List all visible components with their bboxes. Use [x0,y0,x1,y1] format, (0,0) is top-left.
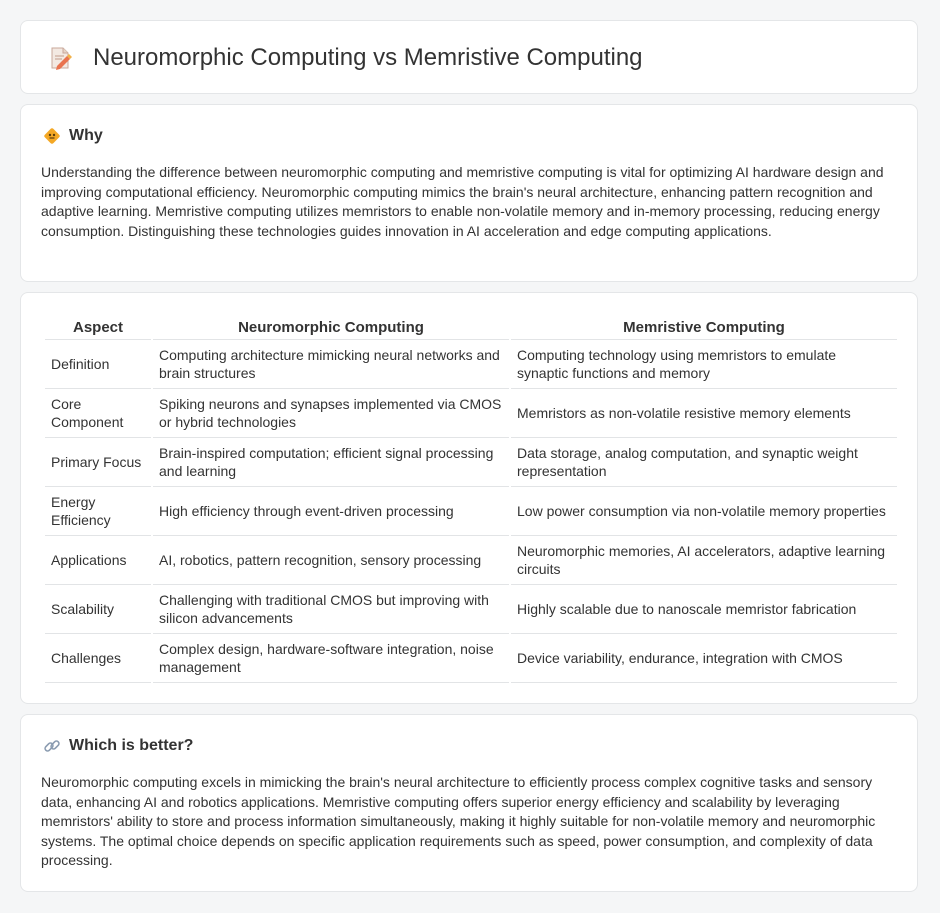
aspect-cell: Primary Focus [45,438,151,487]
neuromorphic-cell: Spiking neurons and synapses implemented via CMOS or hybrid technologies [153,389,509,438]
why-body: Understanding the difference between neuromorphic computing and memristive computing is vital for optimizing AI hardware design and improving computational efficiency. Neuromorphic computing mimics the brain's neural architecture, enhancing pattern recognition and adaptive learning. Memristive computing utilizes memristors to enable non-volatile memory and in-memory processing, reducing energy consumption. Distinguishing these technologies guides innovation in AI acceleration and edge computing applications. [41,164,884,239]
memristive-cell: Data storage, analog computation, and synaptic weight representation [511,438,897,487]
column-header-memristive: Memristive Computing [511,315,897,340]
header-card [20,20,918,94]
why-title: Why [69,127,103,144]
memristive-cell: Low power consumption via non-volatile memory properties [511,487,897,536]
which-is-better-body: Neuromorphic computing excels in mimicking the brain's neural architecture to efficiently process complex cognitive tasks and sensory data, enhancing AI and robotics applications. Memristive computing offers superior energy efficiency and scalability by leveraging memristors' ability to store and process information simultaneously, making it highly suitable for non-volatile memory and neuromorphic systems. The optimal choice depends on specific application requirements such as speed, power consumption, and complexity of data processing. [41,774,876,869]
which-is-better-section [20,714,918,892]
aspect-cell: Definition [45,340,151,389]
aspect-cell: Scalability [45,585,151,634]
comparison-table [43,315,899,683]
aspect-cell: Energy Efficiency [45,487,151,536]
page-title: Neuromorphic Computing vs Memristive Computing [93,44,643,71]
why-section [20,104,918,282]
aspect-cell: Applications [45,536,151,585]
table-row [45,634,897,683]
neuromorphic-cell: High efficiency through event-driven processing [153,487,509,536]
memristive-cell: Computing technology using memristors to emulate synaptic functions and memory [511,340,897,389]
table-header-row [45,315,897,340]
memristive-cell: Memristors as non-volatile resistive memory elements [511,389,897,438]
table-row [45,487,897,536]
column-header-aspect: Aspect [45,315,151,340]
table-row [45,585,897,634]
link-icon [43,737,61,755]
aspect-cell: Challenges [45,634,151,683]
memristive-cell: Neuromorphic memories, AI accelerators, adaptive learning circuits [511,536,897,585]
aspect-cell: Core Component [45,389,151,438]
table-row [45,389,897,438]
table-row [45,438,897,487]
diamond-sign-icon [43,127,61,145]
table-row [45,536,897,585]
memristive-cell: Highly scalable due to nanoscale memristor fabrication [511,585,897,634]
comparison-section [20,292,918,704]
neuromorphic-cell: Complex design, hardware-software integration, noise management [153,634,509,683]
neuromorphic-cell: Computing architecture mimicking neural networks and brain structures [153,340,509,389]
document-pencil-icon [47,45,73,71]
memristive-cell: Device variability, endurance, integration with CMOS [511,634,897,683]
column-header-neuromorphic: Neuromorphic Computing [153,315,509,340]
neuromorphic-cell: Brain-inspired computation; efficient signal processing and learning [153,438,509,487]
neuromorphic-cell: AI, robotics, pattern recognition, sensory processing [153,536,509,585]
neuromorphic-cell: Challenging with traditional CMOS but improving with silicon advancements [153,585,509,634]
table-row [45,340,897,389]
which-is-better-title: Which is better? [69,737,194,754]
